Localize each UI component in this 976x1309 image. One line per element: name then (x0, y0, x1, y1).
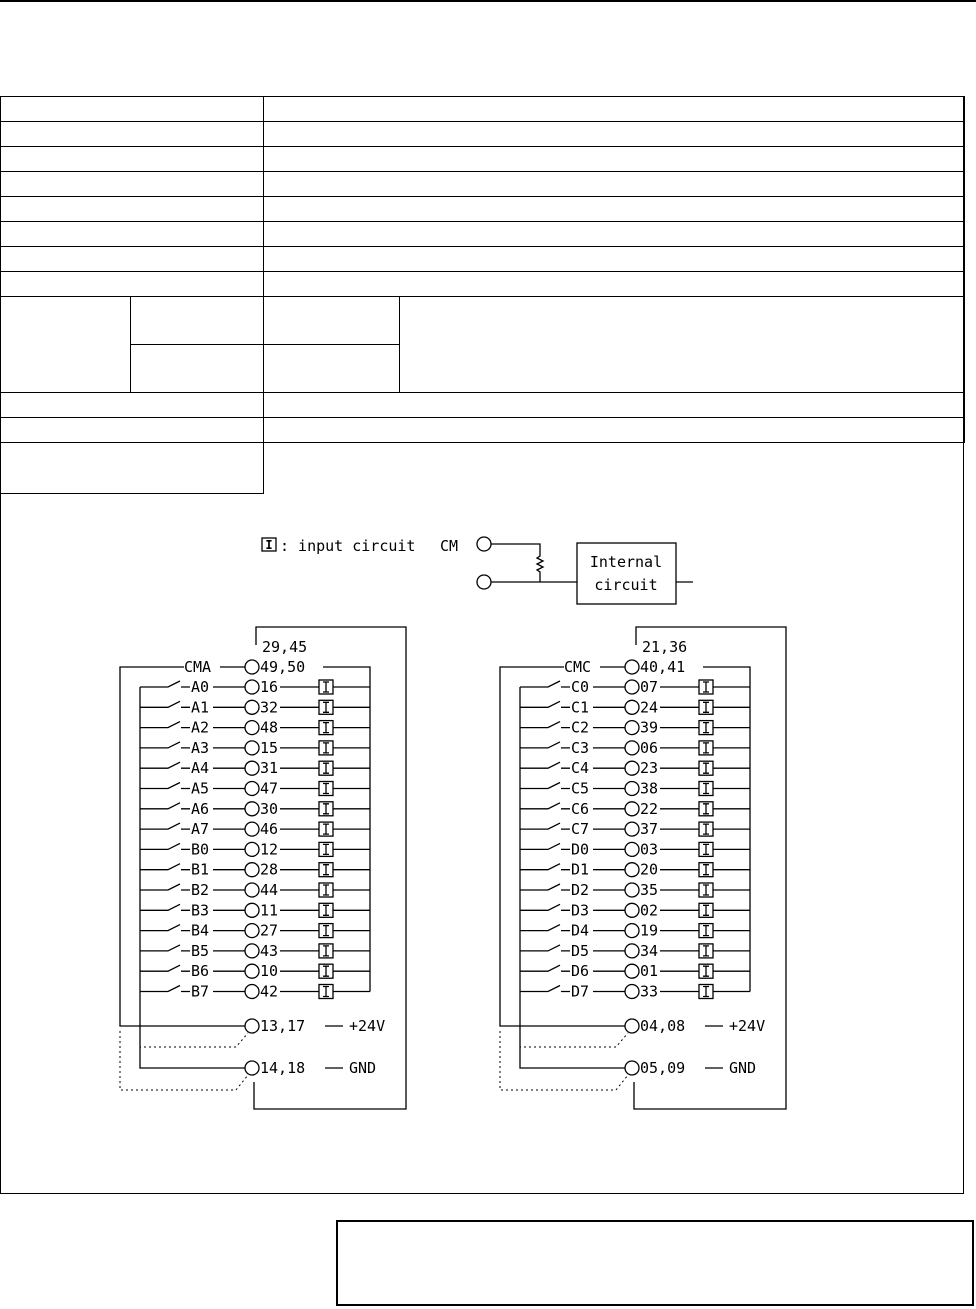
input-circuit-glyph (323, 905, 329, 915)
switch-contact (520, 864, 570, 870)
input-circuit-glyph (323, 987, 329, 997)
input-label: A3 (191, 738, 210, 757)
input-label: A4 (191, 759, 210, 778)
pin-label: 03 (640, 840, 659, 859)
terminal-icon (625, 660, 639, 674)
input-circuit-glyph (323, 723, 329, 733)
terminal-icon (245, 944, 259, 958)
input-label: B6 (191, 962, 210, 981)
input-label: C4 (571, 759, 590, 778)
power-pins-label: 04,08 (640, 1017, 686, 1035)
terminal-icon (245, 924, 259, 938)
top-pins-label: 29,45 (262, 638, 308, 656)
terminal-icon (245, 761, 259, 775)
ground-label: GND (729, 1059, 757, 1077)
input-label: B1 (191, 860, 210, 879)
input-circuit-glyph (703, 824, 709, 834)
switch-contact (520, 925, 570, 931)
alt-wiring-dotted (500, 1031, 628, 1090)
pin-label: 02 (640, 901, 659, 920)
switch-contact (520, 783, 570, 789)
alt-wiring-dotted (140, 1031, 248, 1047)
switch-contact (520, 965, 570, 971)
input-label: B5 (191, 941, 210, 960)
input-circuit-glyph (703, 763, 709, 773)
input-circuit-glyph (323, 966, 329, 976)
switch-contact (520, 904, 570, 910)
legend (262, 537, 693, 604)
pin-label: 22 (640, 799, 659, 818)
pin-label: 24 (640, 698, 659, 717)
pin-label: 37 (640, 820, 659, 839)
terminal-icon (245, 680, 259, 694)
pin-label: 43 (260, 941, 279, 960)
input-label: A5 (191, 779, 210, 798)
terminal-icon (245, 782, 259, 796)
input-circuit-glyph (703, 784, 709, 794)
connector-right (500, 627, 786, 1109)
switch-contact (140, 722, 190, 728)
input-circuit-glyph (703, 926, 709, 936)
switch-contact (520, 701, 570, 707)
input-circuit-glyph (323, 865, 329, 875)
switch-contact (520, 742, 570, 748)
terminal-icon (625, 680, 639, 694)
legend-terminal-top-icon (477, 537, 491, 551)
input-label: C6 (571, 799, 590, 818)
pin-label: 19 (640, 921, 659, 940)
pin-label: 34 (640, 941, 659, 960)
input-label: B2 (191, 881, 210, 899)
pin-label: 48 (260, 718, 279, 737)
input-label: B4 (191, 921, 210, 940)
alt-wiring-dotted (120, 1031, 248, 1090)
power-pins-label: 13,17 (260, 1017, 306, 1035)
input-label: B0 (191, 840, 210, 859)
terminal-icon (245, 985, 259, 999)
terminal-icon (625, 842, 639, 856)
input-label: D4 (571, 921, 590, 940)
internal-circuit-line1: Internal (589, 553, 663, 571)
switch-contact (140, 904, 190, 910)
input-label: A6 (191, 799, 210, 818)
pin-label: 31 (260, 759, 279, 778)
input-label: D2 (571, 881, 590, 899)
pin-label: 39 (640, 718, 659, 737)
terminal-icon (625, 924, 639, 938)
pin-label: 11 (260, 901, 279, 920)
input-label: C1 (571, 698, 590, 717)
input-label: D5 (571, 941, 590, 960)
input-circuit-glyph (323, 763, 329, 773)
input-circuit-glyph (703, 905, 709, 915)
pin-label: 33 (640, 982, 659, 1001)
terminal-icon (245, 802, 259, 816)
input-label: A1 (191, 698, 210, 717)
pin-label: 35 (640, 881, 659, 899)
power-label: +24V (349, 1017, 386, 1035)
common-pins-label: 40,41 (640, 658, 686, 676)
input-circuit-glyph (323, 844, 329, 854)
input-circuit-glyph (323, 702, 329, 712)
switch-contact (140, 843, 190, 849)
terminal-icon (245, 700, 259, 714)
terminal-icon (625, 802, 639, 816)
input-circuit-glyph (323, 946, 329, 956)
pin-label: 07 (640, 678, 659, 696)
pin-label: 16 (260, 678, 279, 696)
input-circuit-glyph (323, 784, 329, 794)
input-label: D1 (571, 860, 590, 879)
pin-label: 28 (260, 860, 279, 879)
terminal-icon (625, 822, 639, 836)
pin-label: 01 (640, 962, 659, 981)
terminal-icon (625, 985, 639, 999)
pin-label: 20 (640, 860, 659, 879)
input-circuit-glyph (323, 926, 329, 936)
input-label: C5 (571, 779, 590, 798)
input-circuit-glyph (703, 682, 709, 692)
pin-label: 30 (260, 799, 279, 818)
pin-label: 44 (260, 881, 279, 899)
terminal-icon (245, 883, 259, 897)
input-label: C0 (571, 678, 590, 696)
terminal-icon (245, 842, 259, 856)
input-label: D0 (571, 840, 590, 859)
common-label: CMC (564, 658, 592, 676)
pin-label: 27 (260, 921, 279, 940)
switch-contact (520, 823, 570, 829)
terminal-icon (245, 660, 259, 674)
switch-contact (140, 783, 190, 789)
input-circuit-glyph (703, 702, 709, 712)
terminal-icon (625, 964, 639, 978)
input-circuit-glyph (703, 987, 709, 997)
switch-contact (520, 722, 570, 728)
input-circuit-glyph (703, 844, 709, 854)
terminal-icon (625, 741, 639, 755)
terminal-icon (625, 863, 639, 877)
input-label: A2 (191, 718, 210, 737)
switch-contact (520, 945, 570, 951)
terminal-icon (245, 721, 259, 735)
legend-resistor-wire (491, 544, 577, 582)
terminal-icon (245, 964, 259, 978)
switch-contact (140, 965, 190, 971)
power-label: +24V (729, 1017, 766, 1035)
legend-text: : input circuit (280, 537, 416, 555)
power-rail (500, 667, 625, 1026)
ground-pins-label: 05,09 (640, 1059, 686, 1077)
switch-contact (520, 884, 570, 890)
pin-label: 42 (260, 982, 279, 1001)
terminal-icon (625, 1061, 639, 1075)
switch-contact (520, 762, 570, 768)
switch-contact (140, 742, 190, 748)
input-circuit-glyph (323, 743, 329, 753)
power-rail (120, 667, 245, 1026)
input-label: B7 (191, 982, 210, 1001)
terminal-icon (625, 761, 639, 775)
switch-contact (520, 803, 570, 809)
terminal-icon (625, 700, 639, 714)
pin-label: 10 (260, 962, 279, 981)
terminal-icon (625, 903, 639, 917)
switch-contact (140, 945, 190, 951)
pin-label: 23 (640, 759, 659, 778)
legend-terminal-bottom-icon (477, 575, 491, 589)
pin-label: 46 (260, 820, 279, 839)
terminal-icon (245, 1019, 259, 1033)
top-pins-label: 21,36 (642, 638, 688, 656)
connector-left (120, 627, 406, 1109)
switch-contact (520, 843, 570, 849)
switch-contact (520, 681, 570, 687)
terminal-icon (245, 741, 259, 755)
input-circuit-glyph (323, 885, 329, 895)
pin-label: 12 (260, 840, 279, 859)
pin-label: 47 (260, 779, 279, 798)
internal-circuit-line2: circuit (594, 576, 658, 594)
terminal-icon (245, 822, 259, 836)
input-label: D7 (571, 982, 590, 1001)
input-label: B3 (191, 901, 210, 920)
input-label: D6 (571, 962, 590, 981)
terminal-icon (245, 1061, 259, 1075)
terminal-icon (625, 721, 639, 735)
pin-label: 15 (260, 738, 279, 757)
input-circuit-glyph (703, 885, 709, 895)
input-circuit-glyph (703, 946, 709, 956)
terminal-icon (625, 944, 639, 958)
terminal-icon (625, 1019, 639, 1033)
input-circuit-glyph (703, 865, 709, 875)
note-box (336, 1220, 974, 1306)
common-pins-label: 49,50 (260, 658, 306, 676)
switch-contact (140, 762, 190, 768)
ground-label: GND (349, 1059, 377, 1077)
legend-symbol-label: I (265, 538, 273, 552)
common-label: CMA (184, 658, 212, 676)
switch-contact (140, 823, 190, 829)
input-circuit-glyph (323, 682, 329, 692)
terminal-icon (625, 782, 639, 796)
input-circuit-glyph (323, 824, 329, 834)
switch-contact (140, 884, 190, 890)
pin-label: 32 (260, 698, 279, 717)
switch-contact (140, 681, 190, 687)
input-circuit-glyph (703, 804, 709, 814)
terminal-icon (245, 903, 259, 917)
input-circuit-glyph (703, 723, 709, 733)
input-label: A0 (191, 678, 210, 696)
switch-contact (140, 986, 190, 992)
input-label: A7 (191, 820, 210, 839)
switch-contact (520, 986, 570, 992)
switch-contact (140, 701, 190, 707)
input-label: C3 (571, 738, 590, 757)
input-label: C2 (571, 718, 590, 737)
pin-label: 06 (640, 738, 659, 757)
input-circuit-glyph (323, 804, 329, 814)
legend-common-label: CM (440, 537, 459, 555)
input-circuit-glyph (703, 966, 709, 976)
input-label: C7 (571, 820, 590, 839)
switch-contact (140, 803, 190, 809)
alt-wiring-dotted (520, 1031, 628, 1047)
input-circuit-glyph (703, 743, 709, 753)
pin-label: 38 (640, 779, 659, 798)
terminal-icon (245, 863, 259, 877)
switch-contact (140, 864, 190, 870)
ground-pins-label: 14,18 (260, 1059, 306, 1077)
terminal-icon (625, 883, 639, 897)
switch-contact (140, 925, 190, 931)
input-label: D3 (571, 901, 590, 920)
